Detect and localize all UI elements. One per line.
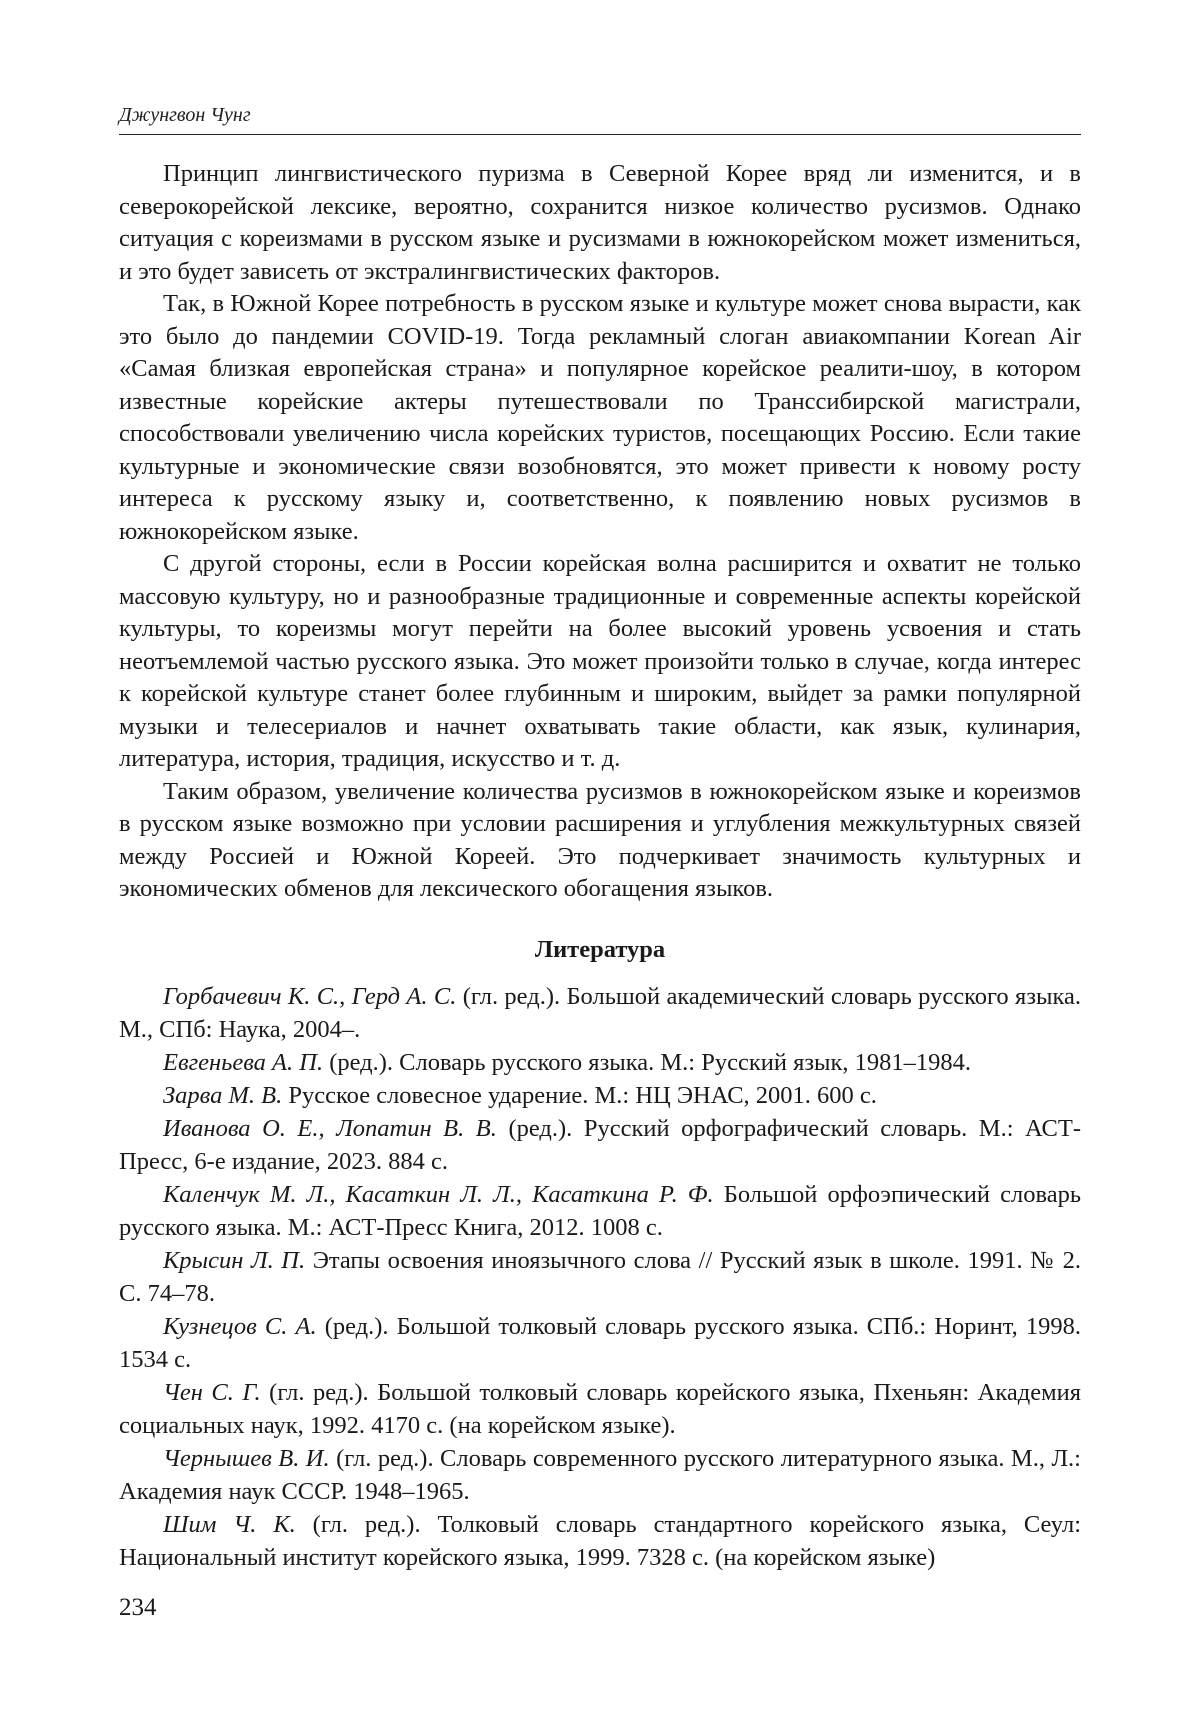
reference-authors: Чернышев В. И. bbox=[163, 1445, 330, 1472]
reference-item bbox=[119, 1178, 1081, 1244]
reference-item bbox=[119, 980, 1081, 1046]
reference-details: (ред.). Большой толковый словарь русского языка. СПб.: Норинт, 1998. 1534 с. bbox=[119, 1313, 1082, 1373]
reference-details: (ред.). Русский орфографический словарь. М.: АСТ-Пресс, 6-е издание, 2023. 884 с. bbox=[119, 1115, 1082, 1175]
reference-details: (ред.). Словарь русского языка. М.: Русский язык, 1981–1984. bbox=[323, 1049, 972, 1076]
reference-authors: Чен С. Г. bbox=[163, 1379, 261, 1406]
reference-item bbox=[119, 1244, 1081, 1310]
reference-details: (гл. ред.). Толковый словарь стандартного корейского языка, Сеул: Национальный институт корейского языка, 1999. 7328 с. (на корейском языке) bbox=[119, 1511, 1081, 1571]
header-rule bbox=[119, 134, 1081, 135]
paragraph: С другой стороны, если в России корейская волна расширится и охватит не только массовую культуру, но и разнообразные традиционные и современные аспекты корейской культуры, то кореизмы могут перейти на более высокий уровень усвоения и стать неотъемлемой частью русского языка. Это может произойти только в случае, когда интерес к корейской культуре станет более глубинным и широким, выйдет за рамки популярной музыки и телесериалов и начнет охватывать такие области, как язык, кулинария, литература, история, традиция, искусство и т. д. bbox=[119, 550, 1081, 772]
paragraph: Так, в Южной Корее потребность в русском языке и культуре может снова вырасти, как это было до пандемии COVID-19. Тогда рекламный слоган авиакомпании Korean Air «Самая близкая европейская страна» и популярное корейское реалити-шоу, в котором известные корейские актеры путешествовали по Транссибирской магистрали, способствовали увеличению числа корейских туристов, посещающих Россию. Если такие культурные и экономические связи возобновятся, это может привести к новому росту интереса к русскому языку и, соответственно, к появлению новых русизмов в южнокорейском языке. bbox=[119, 290, 1081, 545]
reference-item bbox=[119, 1508, 1081, 1574]
references-heading: Литература bbox=[534, 936, 666, 963]
reference-item bbox=[119, 1376, 1081, 1442]
reference-item bbox=[119, 1310, 1081, 1376]
reference-authors: Каленчук М. Л., Касаткин Л. Л., Касаткина Р. Ф. bbox=[163, 1181, 714, 1208]
reference-details: Большой орфоэпический словарь русского языка. М.: АСТ-Пресс Книга, 2012. 1008 с. bbox=[119, 1181, 1081, 1241]
reference-details: (гл. ред.). Словарь современного русского литературного языка. М., Л.: Академия наук СССР. 1948–1965. bbox=[119, 1445, 1081, 1505]
body-text bbox=[119, 158, 1081, 906]
paragraph: Принцип лингвистического пуризма в Северной Корее вряд ли изменится, и в северокорейской лексике, вероятно, сохранится низкое количество русизмов. Однако ситуация с кореизмами в русском языке и русизмами в южнокорейском может измениться, и это будет зависеть от экстралингвистических факторов. bbox=[119, 160, 1081, 285]
reference-details: (гл. ред.). Большой толковый словарь корейского языка, Пхеньян: Академия социальных наук, 1992. 4170 с. (на корейском языке). bbox=[119, 1379, 1081, 1439]
reference-item bbox=[119, 1046, 1081, 1079]
running-head: Джунгвон Чунг bbox=[119, 104, 251, 126]
reference-authors: Горбачевич К. С., Герд А. С. bbox=[163, 983, 457, 1010]
reference-details: (гл. ред.). Большой академический словарь русского языка. М., СПб: Наука, 2004–. bbox=[119, 983, 1081, 1043]
reference-authors: Евгеньева А. П. bbox=[163, 1049, 324, 1076]
reference-details: Русское словесное ударение. М.: НЦ ЭНАС, 2001. 600 с. bbox=[282, 1082, 877, 1109]
reference-item bbox=[119, 1079, 1081, 1112]
reference-authors: Крысин Л. П. bbox=[163, 1247, 306, 1274]
reference-authors: Шим Ч. К. bbox=[163, 1511, 296, 1538]
reference-authors: Зарва М. В. bbox=[163, 1082, 283, 1109]
paragraph: Таким образом, увеличение количества русизмов в южнокорейском языке и кореизмов в русском языке возможно при условии расширения и углубления межкультурных связей между Россией и Южной Кореей. Это подчеркивает значимость культурных и экономических обменов для лексического обогащения языков. bbox=[119, 777, 1081, 902]
reference-authors: Иванова О. Е., Лопатин В. В. bbox=[163, 1115, 497, 1142]
references-list bbox=[119, 980, 1081, 1574]
reference-item bbox=[119, 1442, 1081, 1508]
reference-item bbox=[119, 1112, 1081, 1178]
page-number: 234 bbox=[119, 1594, 157, 1621]
reference-authors: Кузнецов С. А. bbox=[163, 1313, 317, 1340]
reference-details: Этапы освоения иноязычного слова // Русский язык в школе. 1991. № 2. С. 74–78. bbox=[119, 1247, 1081, 1307]
